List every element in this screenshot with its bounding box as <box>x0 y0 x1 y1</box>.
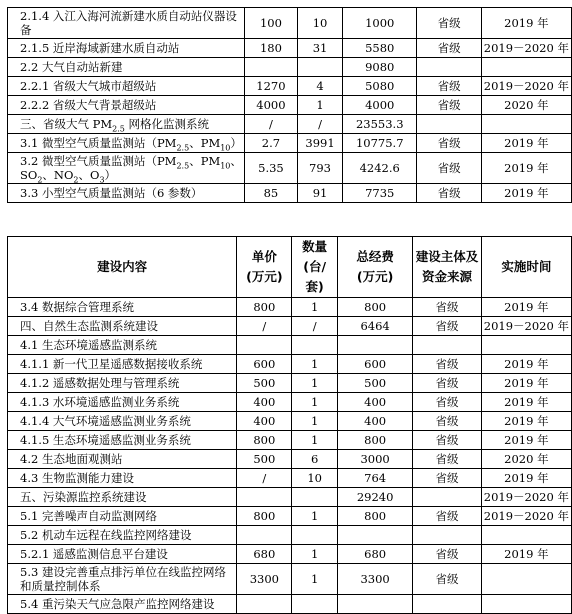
cell-unit-price: 5.35 <box>244 153 297 184</box>
cell-implementation-time: 2019 年 <box>481 134 571 153</box>
cell-implementation-time: 2019 年 <box>481 374 571 393</box>
cell-implementation-time <box>481 115 571 134</box>
table-row <box>8 58 572 77</box>
cell-unit-price: 85 <box>244 184 297 203</box>
cell-text: 3.1 微型空气质量监测站（PM <box>20 136 177 150</box>
cell-unit-price: 500 <box>237 374 292 393</box>
header-implementation-time: 实施时间 <box>481 237 571 298</box>
cell-quantity: 1 <box>292 355 338 374</box>
cell-implementation-time: 2019 年 <box>481 412 571 431</box>
table-row <box>8 507 572 526</box>
table-row <box>8 412 572 431</box>
cell-implementation-time: 2019 年 <box>481 153 571 184</box>
cell-owner-funding: 省级 <box>413 469 481 488</box>
cell-content: 3.3 小型空气质量监测站（6 参数） <box>8 184 245 203</box>
cell-quantity: 31 <box>297 39 342 58</box>
cell-total-cost: 5080 <box>343 77 417 96</box>
cell-implementation-time: 2019－2020 年 <box>481 77 571 96</box>
table-row <box>8 450 572 469</box>
table-row <box>8 115 572 134</box>
cell-unit-price: / <box>237 317 292 336</box>
cell-quantity: 1 <box>292 298 338 317</box>
cell-quantity <box>292 488 338 507</box>
cell-total-cost: 29240 <box>337 488 412 507</box>
cell-content: 5.3 建设完善重点排污单位在线监控网络和质量控制体系 <box>8 564 237 595</box>
cell-content <box>8 115 245 134</box>
cell-owner-funding <box>413 488 481 507</box>
cell-total-cost <box>337 526 412 545</box>
cell-unit-price: 800 <box>237 298 292 317</box>
cell-unit-price: / <box>237 469 292 488</box>
cell-total-cost: 400 <box>337 412 412 431</box>
cell-total-cost: 5580 <box>343 39 417 58</box>
cell-implementation-time: 2019 年 <box>481 184 571 203</box>
cell-implementation-time: 2019－2020 年 <box>481 507 571 526</box>
cell-content: 3.4 数据综合管理系统 <box>8 298 237 317</box>
cell-unit-price <box>237 595 292 614</box>
cell-owner-funding: 省级 <box>417 134 481 153</box>
cell-total-cost: 23553.3 <box>343 115 417 134</box>
cell-implementation-time <box>481 336 571 355</box>
cell-owner-funding: 省级 <box>413 507 481 526</box>
table-row <box>8 317 572 336</box>
cell-total-cost: 10775.7 <box>343 134 417 153</box>
cell-total-cost <box>337 595 412 614</box>
cell-unit-price: 1270 <box>244 77 297 96</box>
table-row <box>8 545 572 564</box>
table-row <box>8 39 572 58</box>
table-row <box>8 526 572 545</box>
cell-unit-price: 400 <box>237 412 292 431</box>
cell-implementation-time: 2019 年 <box>481 393 571 412</box>
cell-owner-funding <box>417 58 481 77</box>
cell-quantity: 793 <box>297 153 342 184</box>
cell-implementation-time: 2019－2020 年 <box>481 488 571 507</box>
cell-content: 4.1.4 大气环境遥感监测业务系统 <box>8 412 237 431</box>
cell-implementation-time: 2019 年 <box>481 355 571 374</box>
cell-owner-funding: 省级 <box>417 153 481 184</box>
cell-content: 4.1.3 水环境遥感监测业务系统 <box>8 393 237 412</box>
cell-unit-price: 680 <box>237 545 292 564</box>
table-row <box>8 431 572 450</box>
table-row <box>8 134 572 153</box>
cell-quantity: 1 <box>292 564 338 595</box>
cell-unit-price: 3300 <box>237 564 292 595</box>
cell-implementation-time: 2019 年 <box>481 545 571 564</box>
subscript-text: 2 <box>73 175 79 184</box>
cell-content: 5.2.1 遥感监测信息平台建设 <box>8 545 237 564</box>
cell-owner-funding: 省级 <box>413 298 481 317</box>
table-row <box>8 336 572 355</box>
cell-total-cost: 680 <box>337 545 412 564</box>
cell-implementation-time: 2019 年 <box>481 469 571 488</box>
cell-owner-funding <box>413 336 481 355</box>
cell-quantity: 6 <box>292 450 338 469</box>
cell-text: 、PM <box>189 136 221 150</box>
cell-text: 网格化监测系统 <box>124 117 210 131</box>
header-total-cost: 总经费 (万元) <box>337 237 412 298</box>
table-row <box>8 488 572 507</box>
subscript-text: 2.5 <box>176 161 190 171</box>
subscript-text: 2.5 <box>112 124 125 134</box>
cell-total-cost: 800 <box>337 298 412 317</box>
cell-quantity: 1 <box>292 431 338 450</box>
cell-unit-price: / <box>244 115 297 134</box>
cell-quantity: 10 <box>297 8 342 39</box>
cell-quantity: 1 <box>292 393 338 412</box>
cell-total-cost: 6464 <box>337 317 412 336</box>
cell-content: 四、自然生态监测系统建设 <box>8 317 237 336</box>
cell-owner-funding: 省级 <box>417 8 481 39</box>
cell-content: 4.1.5 生态环境遥感监测业务系统 <box>8 431 237 450</box>
cell-quantity: 91 <box>297 184 342 203</box>
cell-owner-funding: 省级 <box>413 564 481 595</box>
cell-implementation-time <box>481 595 571 614</box>
cell-unit-price <box>237 488 292 507</box>
cell-owner-funding: 省级 <box>413 545 481 564</box>
subscript-text: 3 <box>99 175 105 184</box>
cell-total-cost: 500 <box>337 374 412 393</box>
cell-total-cost: 4000 <box>343 96 417 115</box>
cell-owner-funding: 省级 <box>417 184 481 203</box>
cell-total-cost: 400 <box>337 393 412 412</box>
budget-table-bottom <box>7 236 572 614</box>
cell-unit-price <box>237 526 292 545</box>
cell-owner-funding: 省级 <box>413 431 481 450</box>
cell-owner-funding: 省级 <box>413 450 481 469</box>
cell-owner-funding: 省级 <box>417 77 481 96</box>
cell-implementation-time: 2019 年 <box>481 298 571 317</box>
cell-owner-funding: 省级 <box>413 317 481 336</box>
cell-quantity: 10 <box>292 469 338 488</box>
table-row <box>8 153 572 184</box>
cell-quantity: / <box>292 317 338 336</box>
header-quantity: 数量 (台/套) <box>292 237 338 298</box>
cell-total-cost: 3000 <box>337 450 412 469</box>
cell-unit-price: 2.7 <box>244 134 297 153</box>
cell-owner-funding: 省级 <box>413 393 481 412</box>
cell-text: 、O <box>78 168 100 182</box>
cell-unit-price <box>237 336 292 355</box>
cell-text: 三、省级大气 PM <box>20 117 113 131</box>
table-row <box>8 77 572 96</box>
cell-total-cost: 1000 <box>343 8 417 39</box>
cell-unit-price: 600 <box>237 355 292 374</box>
cell-implementation-time <box>481 564 571 595</box>
table-header-row <box>8 237 572 298</box>
cell-owner-funding: 省级 <box>417 39 481 58</box>
subscript-text: 10 <box>220 143 231 153</box>
cell-quantity: 1 <box>292 545 338 564</box>
cell-owner-funding <box>413 595 481 614</box>
subscript-text: 2 <box>37 175 43 184</box>
cell-content <box>8 153 245 184</box>
table-row <box>8 393 572 412</box>
cell-implementation-time: 2019 年 <box>481 8 571 39</box>
header-content: 建设内容 <box>8 237 237 298</box>
cell-content: 2.2.1 省级大气城市超级站 <box>8 77 245 96</box>
table-row <box>8 374 572 393</box>
table-row <box>8 469 572 488</box>
cell-total-cost: 764 <box>337 469 412 488</box>
header-owner-funding: 建设主体及 资金来源 <box>413 237 481 298</box>
cell-total-cost: 3300 <box>337 564 412 595</box>
cell-content: 4.1 生态环境遥感监测系统 <box>8 336 237 355</box>
subscript-text: 10 <box>220 161 231 171</box>
cell-quantity <box>292 595 338 614</box>
cell-content: 五、污染源监控系统建设 <box>8 488 237 507</box>
cell-implementation-time: 2020 年 <box>481 450 571 469</box>
table-row <box>8 595 572 614</box>
budget-table-top <box>7 7 572 203</box>
cell-content: 2.1.4 入江入海河流新建水质自动站仪器设备 <box>8 8 245 39</box>
cell-quantity: 1 <box>292 374 338 393</box>
cell-implementation-time: 2019－2020 年 <box>481 39 571 58</box>
cell-quantity: 1 <box>297 96 342 115</box>
cell-quantity: 3991 <box>297 134 342 153</box>
cell-unit-price: 500 <box>237 450 292 469</box>
cell-implementation-time <box>481 526 571 545</box>
cell-unit-price: 800 <box>237 507 292 526</box>
cell-implementation-time <box>481 58 571 77</box>
cell-quantity <box>297 58 342 77</box>
cell-content: 5.2 机动车远程在线监控网络建设 <box>8 526 237 545</box>
cell-unit-price <box>244 58 297 77</box>
cell-total-cost: 800 <box>337 507 412 526</box>
cell-text: ） <box>104 168 117 182</box>
cell-quantity: / <box>297 115 342 134</box>
cell-implementation-time: 2019－2020 年 <box>481 317 571 336</box>
cell-implementation-time: 2020 年 <box>481 96 571 115</box>
cell-total-cost: 800 <box>337 431 412 450</box>
cell-owner-funding <box>417 115 481 134</box>
cell-text: 、PM <box>189 154 221 168</box>
cell-owner-funding <box>413 526 481 545</box>
cell-content: 4.2 生态地面观测站 <box>8 450 237 469</box>
cell-text: 、SO <box>20 154 242 182</box>
cell-quantity: 1 <box>292 507 338 526</box>
cell-content <box>8 134 245 153</box>
cell-content: 2.1.5 近岸海域新建水质自动站 <box>8 39 245 58</box>
cell-total-cost: 7735 <box>343 184 417 203</box>
cell-text: 3.2 微型空气质量监测站（PM <box>20 154 177 168</box>
cell-content: 2.2.2 省级大气背景超级站 <box>8 96 245 115</box>
cell-content: 5.4 重污染天气应急限产监控网络建设 <box>8 595 237 614</box>
subscript-text: 2.5 <box>176 143 190 153</box>
cell-owner-funding: 省级 <box>413 374 481 393</box>
cell-unit-price: 800 <box>237 431 292 450</box>
cell-quantity <box>292 336 338 355</box>
table-row <box>8 564 572 595</box>
table-row <box>8 355 572 374</box>
cell-total-cost: 4242.6 <box>343 153 417 184</box>
cell-total-cost <box>337 336 412 355</box>
cell-content: 4.3 生物监测能力建设 <box>8 469 237 488</box>
table-row <box>8 184 572 203</box>
cell-quantity: 4 <box>297 77 342 96</box>
cell-unit-price: 100 <box>244 8 297 39</box>
cell-total-cost: 600 <box>337 355 412 374</box>
cell-owner-funding: 省级 <box>413 355 481 374</box>
cell-text: ） <box>230 136 242 150</box>
header-unit-price: 单价 (万元) <box>237 237 292 298</box>
cell-total-cost: 9080 <box>343 58 417 77</box>
cell-unit-price: 4000 <box>244 96 297 115</box>
cell-unit-price: 180 <box>244 39 297 58</box>
cell-content: 4.1.2 遥感数据处理与管理系统 <box>8 374 237 393</box>
cell-owner-funding: 省级 <box>417 96 481 115</box>
table-row <box>8 96 572 115</box>
table-row <box>8 298 572 317</box>
cell-unit-price: 400 <box>237 393 292 412</box>
cell-content: 4.1.1 新一代卫星遥感数据接收系统 <box>8 355 237 374</box>
cell-quantity: 1 <box>292 412 338 431</box>
cell-implementation-time: 2019 年 <box>481 431 571 450</box>
cell-content: 5.1 完善噪声自动监测网络 <box>8 507 237 526</box>
cell-text: 、NO <box>42 168 74 182</box>
cell-owner-funding: 省级 <box>413 412 481 431</box>
cell-content: 2.2 大气自动站新建 <box>8 58 245 77</box>
cell-quantity <box>292 526 338 545</box>
table-row <box>8 8 572 39</box>
